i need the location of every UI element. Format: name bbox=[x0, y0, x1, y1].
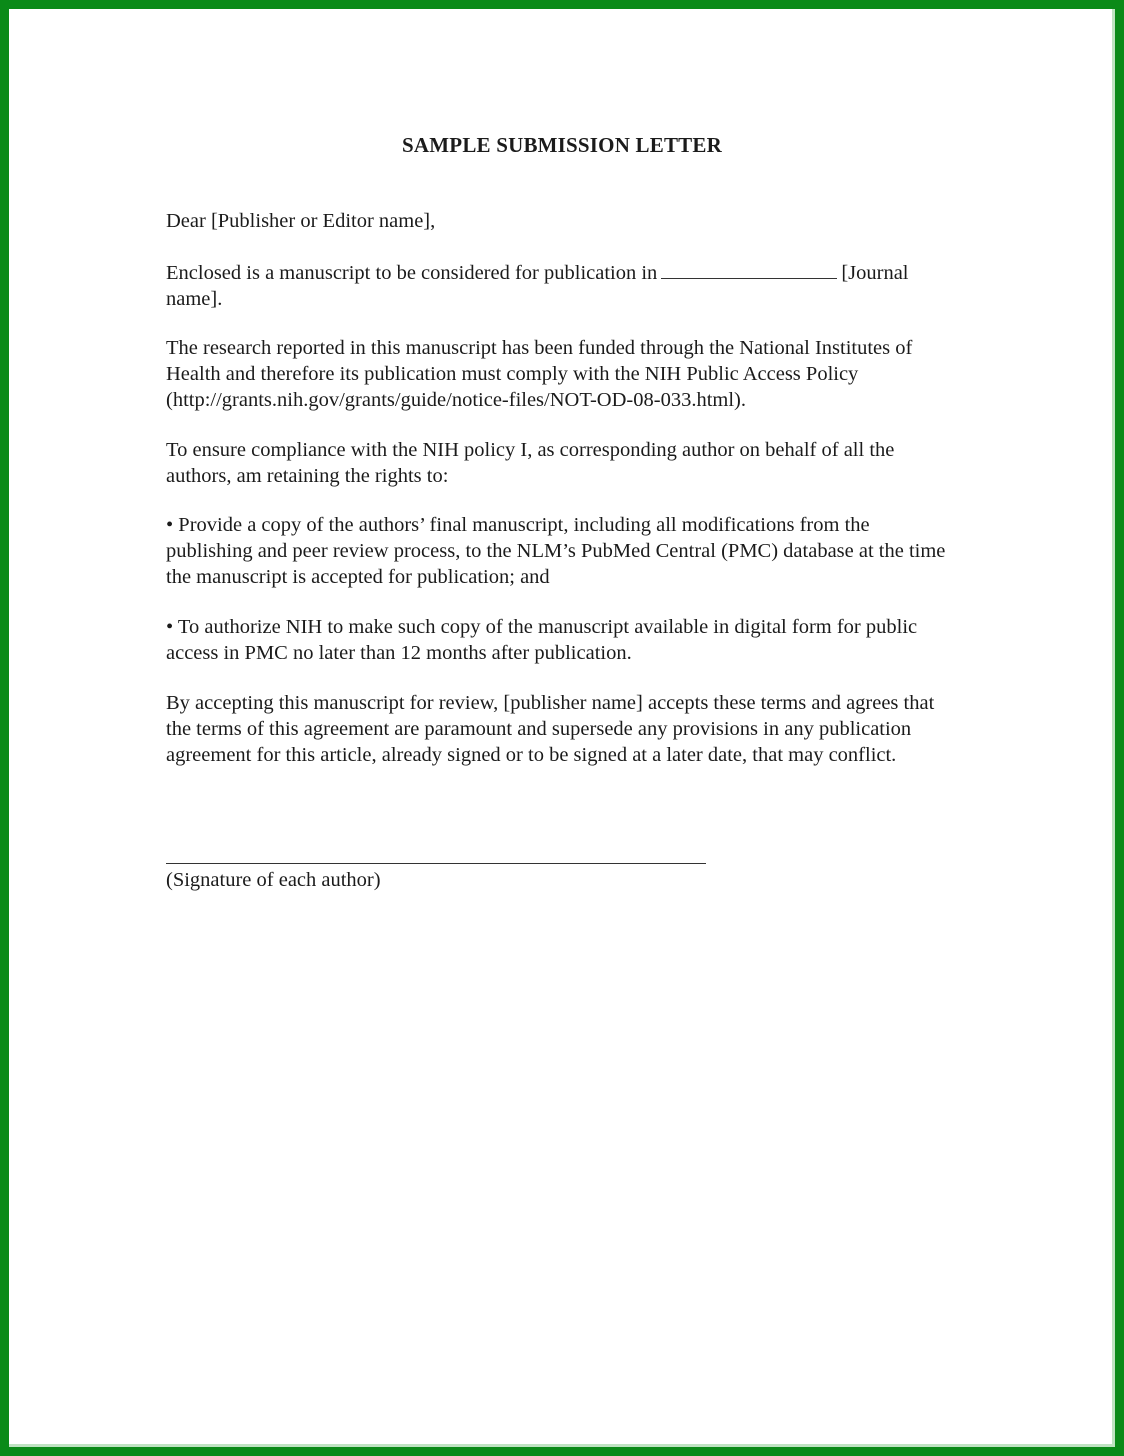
enclosed-text: Enclosed is a manuscript to be considered for publication in bbox=[166, 262, 658, 284]
bullet-item-authorize-nih: • To authorize NIH to make such copy of the manuscript available in digital form for public access in PMC no later than 12 months after publication. bbox=[166, 616, 918, 664]
acceptance-paragraph: By accepting this manuscript for review, [publisher name] accepts these terms and agrees that the terms of this agreement are paramount and supersede any provisions in any publication agreement for this article, already signed or to be signed at a later date, that may conflict. bbox=[166, 692, 935, 766]
journal-name-placeholder: [Journal name]. bbox=[166, 262, 909, 310]
enclosed-paragraph bbox=[166, 260, 958, 313]
signature-label: (Signature of each author) bbox=[166, 869, 381, 891]
journal-name-blank bbox=[661, 260, 837, 279]
letter-title: SAMPLE SUBMISSION LETTER bbox=[402, 133, 722, 157]
signature-line bbox=[166, 863, 706, 864]
salutation: Dear [Publisher or Editor name], bbox=[166, 210, 436, 232]
bullet-item-provide-copy: • Provide a copy of the authors’ final manuscript, including all modifications from the publishing and peer review process, to the NLM’s PubMed Central (PMC) database at the time the manuscript is accepted for publication; and bbox=[166, 514, 946, 588]
compliance-paragraph: To ensure compliance with the NIH policy I, as corresponding author on behalf of all the authors, am retaining the rights to: bbox=[166, 439, 895, 487]
research-paragraph: The research reported in this manuscript has been funded through the National Institutes of Health and therefore its publication must comply with the NIH Public Access Policy (http://grants.nih.gov/grants/guide/notice-files/NOT-OD-08-033.html). bbox=[166, 337, 913, 411]
